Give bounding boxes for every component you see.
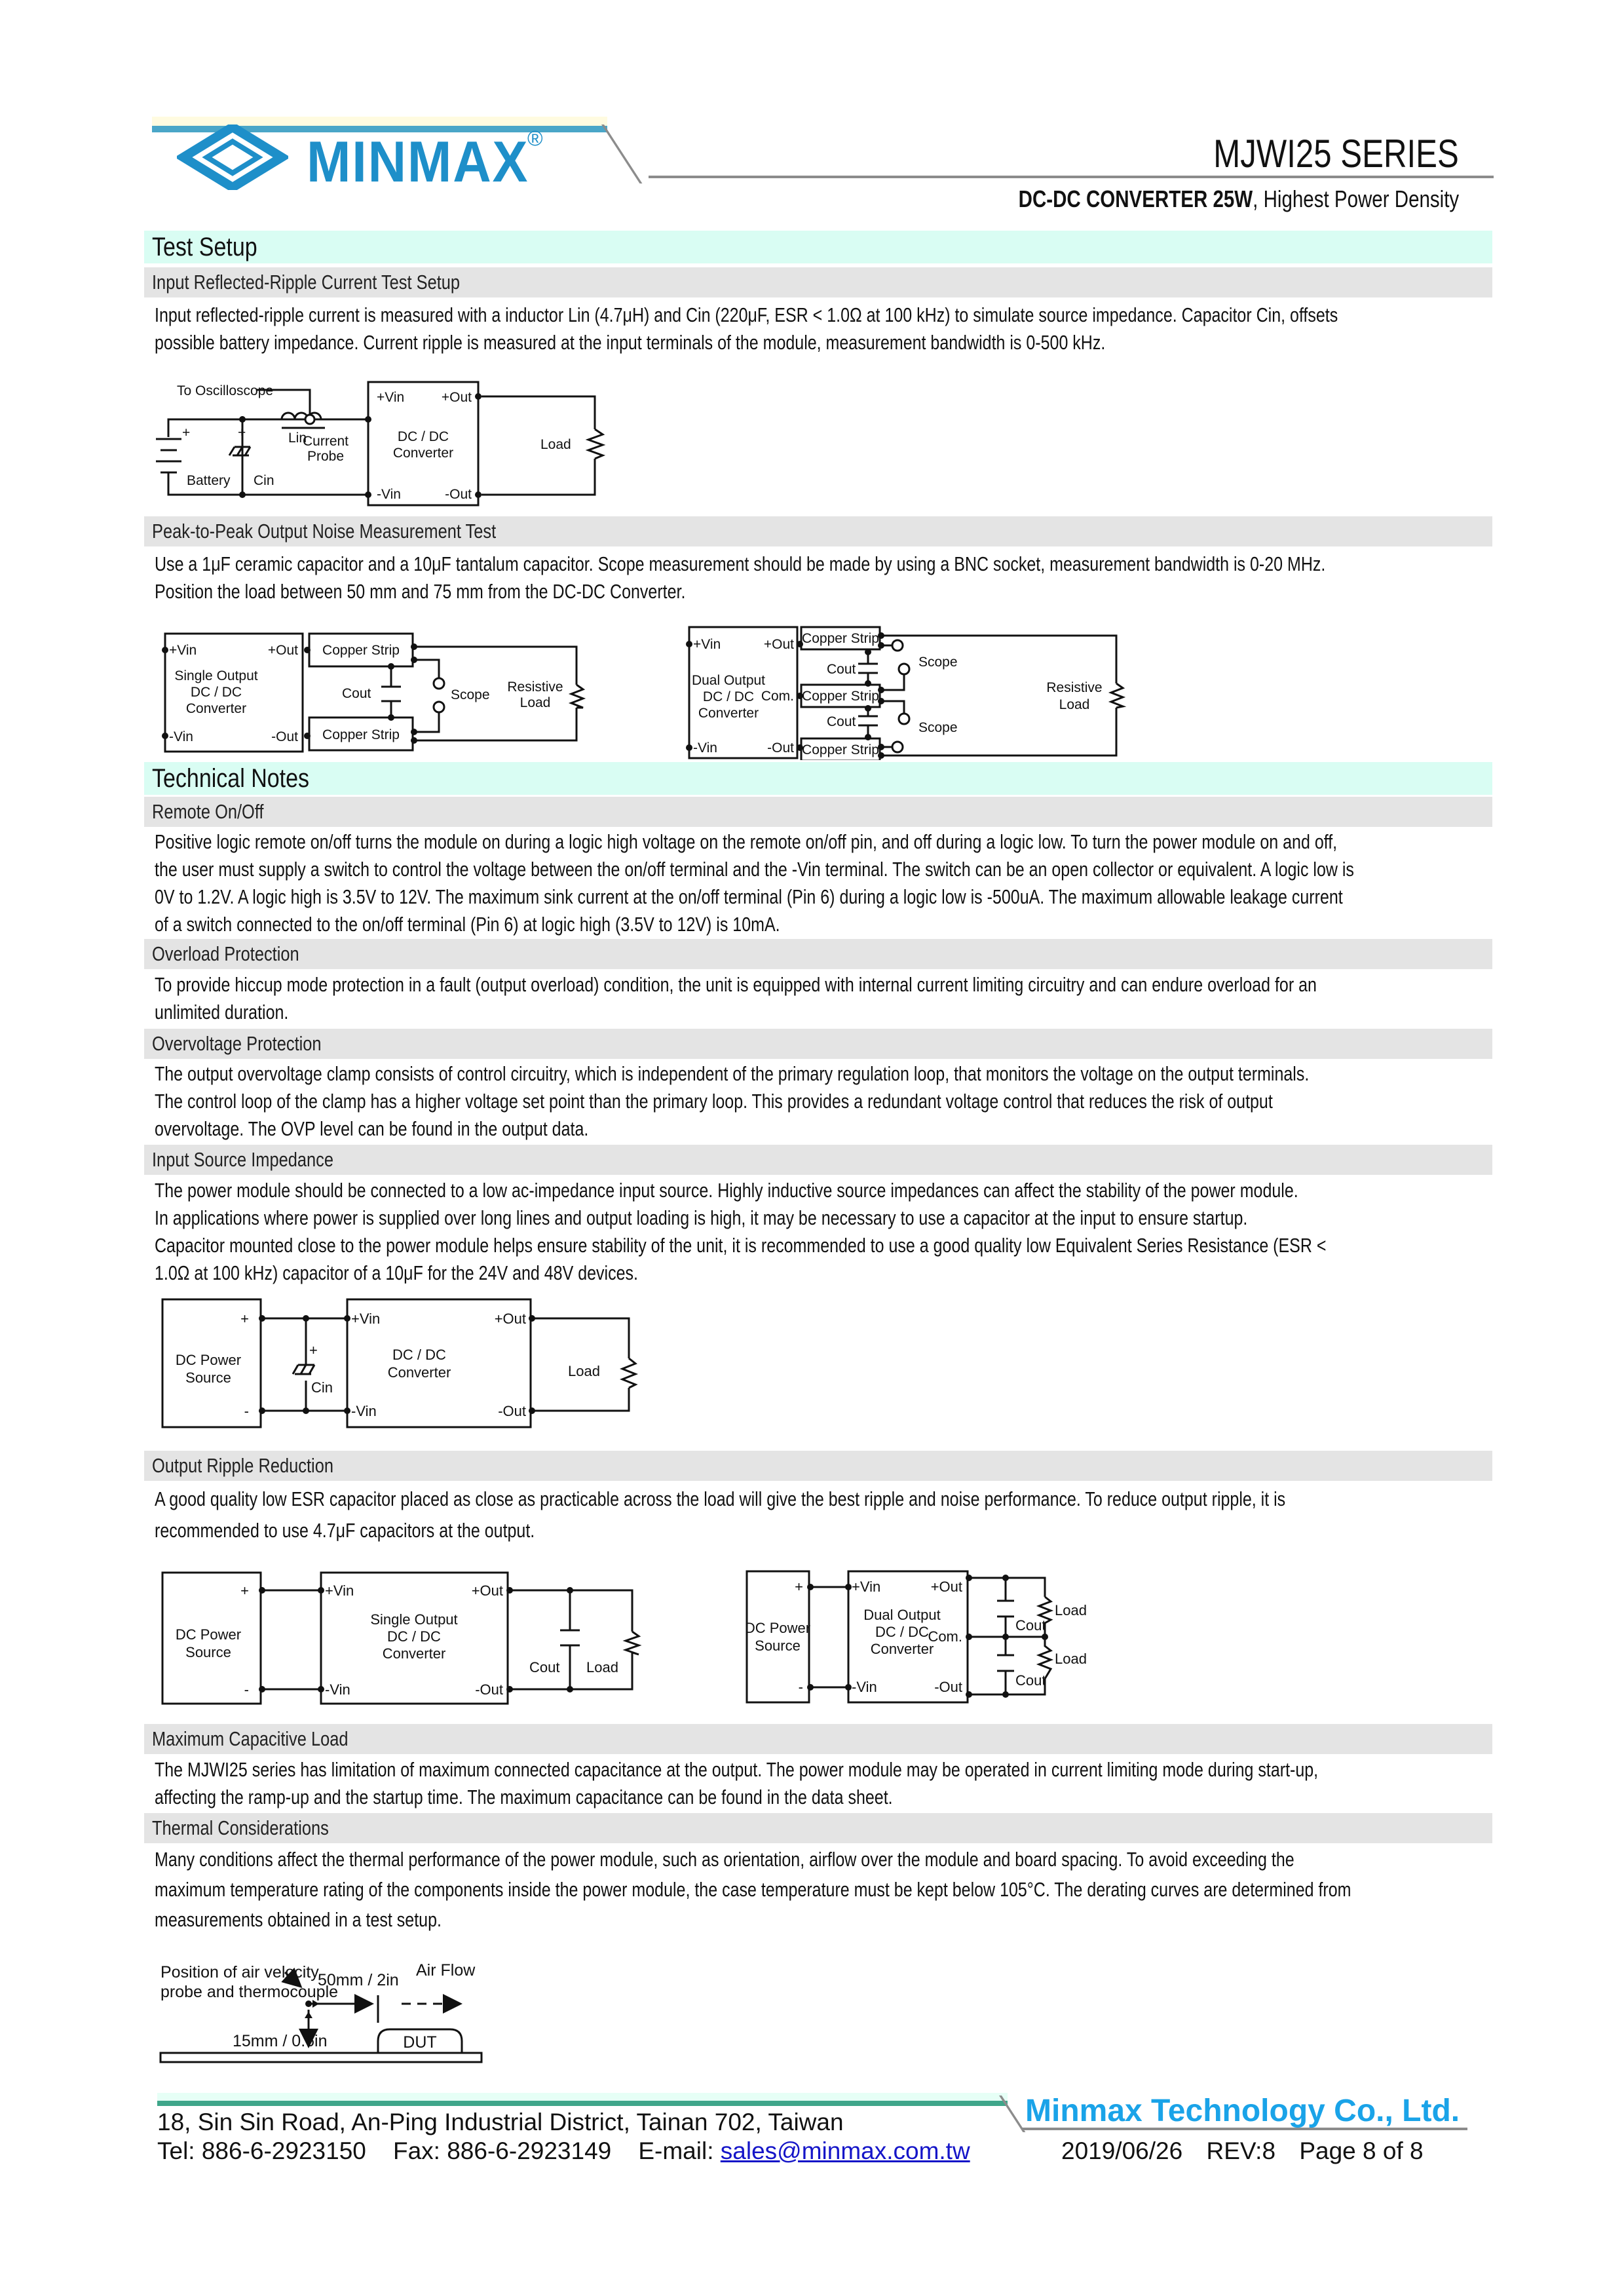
svg-text:Cout: Cout bbox=[342, 686, 371, 701]
subsection-remote-onoff: Remote On/Off bbox=[144, 797, 1492, 827]
svg-text:Load: Load bbox=[1059, 697, 1090, 712]
svg-text:-Vin: -Vin bbox=[351, 1403, 377, 1419]
svg-text:Converter: Converter bbox=[698, 706, 759, 721]
svg-text:Load: Load bbox=[568, 1363, 600, 1379]
svg-text:Converter: Converter bbox=[185, 701, 247, 716]
input-impedance-diagram bbox=[157, 1294, 642, 1428]
svg-text:+: + bbox=[240, 1582, 249, 1599]
svg-text:+: + bbox=[795, 1578, 803, 1595]
subsection-input-ripple: Input Reflected-Ripple Current Test Setup bbox=[144, 267, 1492, 297]
noise-text: Use a 1μF ceramic capacitor and a 10μF tantalum capacitor. Scope measurement should be made by using a BNC socket, measurement bandwidth is 0-20 MHz. Position the load between 50 mm and 75 mm from the DC-DC Converter. bbox=[155, 553, 1326, 603]
email-label: E-mail: bbox=[638, 2137, 714, 2164]
svg-text:Converter: Converter bbox=[387, 1364, 451, 1381]
phone: Tel: 886-6-2923150 bbox=[157, 2137, 366, 2164]
footer-rule-highlight bbox=[157, 2093, 1008, 2101]
svg-text:Probe: Probe bbox=[307, 449, 345, 464]
revision-info bbox=[1061, 2137, 1441, 2165]
svg-text:Load: Load bbox=[586, 1659, 618, 1675]
svg-text:Cout: Cout bbox=[827, 714, 856, 729]
svg-text:Single Output: Single Output bbox=[370, 1611, 458, 1628]
input-ripple-text: Input reflected-ripple current is measured with a inductor Lin (4.7μH) and Cin (220μF, ESR < 1.0Ω at 100 kHz) to simulate source impedance. Capacitor Cin, offsets possible battery impedance. Current ripple is measured at the input terminals of the module, measurement bandwidth is 0-500 kHz. bbox=[155, 304, 1338, 354]
ripple-reduction-text: A good quality low ESR capacitor placed as close as practicable across the load will give the best ripple and noise performance. To reduce output ripple, it is recommended to use 4.7μF capacitors at the output. bbox=[155, 1488, 1286, 1542]
svg-text:Scope: Scope bbox=[451, 687, 490, 702]
svg-text:+Out: +Out bbox=[930, 1578, 962, 1595]
svg-text:Scope: Scope bbox=[918, 655, 958, 670]
svg-text:Copper Strip: Copper Strip bbox=[802, 631, 879, 646]
svg-text:Cout: Cout bbox=[827, 662, 856, 677]
svg-text:+Out: +Out bbox=[267, 643, 298, 658]
svg-text:+: + bbox=[309, 1342, 318, 1358]
svg-text:Cout: Cout bbox=[1015, 1617, 1046, 1634]
subsection-noise: Peak-to-Peak Output Noise Measurement Test bbox=[144, 516, 1492, 546]
svg-text:-: - bbox=[244, 1403, 249, 1419]
section-test-setup: Test Setup bbox=[144, 231, 1492, 263]
footer-rule-left bbox=[157, 2101, 1008, 2106]
svg-text:DC / DC: DC / DC bbox=[702, 689, 755, 704]
subsection-input-impedance: Input Source Impedance bbox=[144, 1145, 1492, 1175]
input-ripple-diagram bbox=[151, 370, 609, 508]
subtitle-rest: , Highest Power Density bbox=[1252, 185, 1459, 212]
svg-text:DC Power: DC Power bbox=[744, 1620, 811, 1636]
remote-onoff-text: Positive logic remote on/off turns the module on during a logic high voltage on the remote on/off pin, and off during a logic low. To turn the power module on and off, the user must supply a switch to control the voltage between the on/off terminal and the -Vin terminal. The switch can be an open collector or equivalent. A logic low is 0V to 1.2V. A logic high is 3.5V to 12V. The maximum sink current at the on/off terminal (Pin 6) during a logic low is -500uA. The maximum allowable leakage current of a switch connected to the on/off terminal (Pin 6) at logic high (3.5V to 12V) is 10mA. bbox=[155, 831, 1354, 936]
section-technical-notes: Technical Notes bbox=[144, 762, 1492, 795]
svg-text:Copper Strip: Copper Strip bbox=[802, 689, 879, 704]
svg-text:Source: Source bbox=[755, 1637, 801, 1654]
svg-text:+Vin: +Vin bbox=[693, 637, 721, 652]
svg-text:-Out: -Out bbox=[934, 1679, 962, 1695]
svg-text:Resistive: Resistive bbox=[1046, 680, 1103, 695]
svg-text:-Out: -Out bbox=[475, 1681, 503, 1698]
svg-text:Com.: Com. bbox=[928, 1628, 962, 1645]
subsection-ripple-reduction: Output Ripple Reduction bbox=[144, 1451, 1492, 1481]
subtitle-bold: DC-DC CONVERTER 25W bbox=[1018, 185, 1253, 212]
footer-rule-slant bbox=[999, 2095, 1025, 2132]
svg-text:-Out: -Out bbox=[445, 487, 472, 502]
svg-text:Copper Strip: Copper Strip bbox=[802, 742, 879, 757]
svg-text:Converter: Converter bbox=[392, 446, 454, 461]
svg-text:+Out: +Out bbox=[763, 637, 794, 652]
svg-text:Converter: Converter bbox=[382, 1645, 446, 1662]
svg-text:Cin: Cin bbox=[311, 1379, 333, 1396]
overload-text: To provide hiccup mode protection in a fault (output overload) condition, the unit is equipped with internal current limiting circuitry and can endure overload for an unlimited duration. bbox=[155, 974, 1317, 1024]
svg-text:DC / DC: DC / DC bbox=[387, 1628, 441, 1645]
svg-text:15mm / 0.6in: 15mm / 0.6in bbox=[233, 2032, 328, 2050]
doc-date: 2019/06/26 bbox=[1061, 2137, 1183, 2164]
header-rule-slant bbox=[601, 124, 642, 183]
svg-text:-Vin: -Vin bbox=[693, 740, 717, 756]
subsection-max-capacitive-load: Maximum Capacitive Load bbox=[144, 1724, 1492, 1754]
svg-text:Cin: Cin bbox=[254, 473, 274, 488]
svg-text:DC / DC: DC / DC bbox=[397, 429, 449, 444]
company-address: 18, Sin Sin Road, An-Ping Industrial District, Tainan 702, Taiwan bbox=[157, 2109, 844, 2135]
svg-text:DC / DC: DC / DC bbox=[190, 685, 242, 700]
svg-text:Cout: Cout bbox=[1015, 1672, 1046, 1689]
svg-text:+Vin: +Vin bbox=[169, 643, 197, 658]
overvoltage-text: The output overvoltage clamp consists of control circuitry, which is independent of the primary regulation loop, that monitors the voltage on the output terminals. The control loop of the clamp has a higher voltage set point than the primary loop. This provides a redundant voltage control that reduces the risk of output overvoltage. The OVP level can be found in the output data. bbox=[155, 1063, 1310, 1140]
svg-text:DC Power: DC Power bbox=[175, 1626, 242, 1643]
svg-text:-Vin: -Vin bbox=[852, 1679, 877, 1695]
ripple-dual-diagram bbox=[742, 1567, 1279, 1705]
svg-text:Copper Strip: Copper Strip bbox=[322, 727, 400, 742]
svg-text:Dual Output: Dual Output bbox=[863, 1607, 941, 1623]
svg-text:+Vin: +Vin bbox=[325, 1582, 354, 1599]
svg-text:Cout: Cout bbox=[529, 1659, 560, 1675]
svg-text:DC / DC: DC / DC bbox=[875, 1624, 929, 1640]
svg-text:+Out: +Out bbox=[471, 1582, 503, 1599]
svg-text:+: + bbox=[238, 425, 246, 440]
svg-text:Load: Load bbox=[1055, 1602, 1087, 1618]
input-impedance-text: The power module should be connected to a low ac-impedance input source. Highly inductive source impedances can affect the stability of the power module. In applications where power is supplied over long lines and output loading is high, it may be necessary to use a capacitor at the input to ensure startup. Capacitor mounted close to the power module helps ensure stability of the unit, it is recommended to use a good quality low Equivalent Series Resistance (ESR < 1.0Ω at 100 kHz) capacitor of a 10μF for the 24V and 48V devices. bbox=[155, 1179, 1327, 1284]
series-subtitle bbox=[1018, 185, 1459, 213]
svg-text:probe and thermocouple: probe and thermocouple bbox=[161, 1983, 339, 2001]
svg-text:-Vin: -Vin bbox=[169, 729, 193, 744]
svg-text:Scope: Scope bbox=[918, 720, 958, 735]
svg-text:Dual Output: Dual Output bbox=[691, 673, 766, 688]
max-capacitive-load-text: The MJWI25 series has limitation of maximum connected capacitance at the output. The power module may be operated in current limiting mode during start-up, affecting the ramp-up and the startup time. The maximum capacitance can be found in the data sheet. bbox=[155, 1759, 1319, 1808]
svg-text:-Out: -Out bbox=[271, 729, 298, 744]
svg-text:Copper Strip: Copper Strip bbox=[322, 643, 400, 658]
company-name: Minmax Technology Co., Ltd. bbox=[1025, 2094, 1460, 2128]
svg-text:-Vin: -Vin bbox=[325, 1681, 350, 1698]
svg-text:-: - bbox=[244, 1681, 249, 1698]
svg-text:+Out: +Out bbox=[441, 390, 472, 405]
email-link[interactable]: sales@minmax.com.tw bbox=[720, 2137, 970, 2164]
svg-text:-: - bbox=[798, 1679, 803, 1695]
svg-text:Converter: Converter bbox=[870, 1641, 934, 1657]
minmax-logo-icon bbox=[177, 124, 288, 190]
svg-text:Air Flow: Air Flow bbox=[416, 1961, 476, 1980]
svg-text:Resistive: Resistive bbox=[507, 679, 563, 695]
fax: Fax: 886-6-2923149 bbox=[392, 2137, 612, 2164]
svg-text:DUT: DUT bbox=[403, 2033, 437, 2052]
thermal-diagram bbox=[154, 1949, 730, 2071]
noise-single-diagram bbox=[157, 626, 603, 757]
series-title: MJWI25 SERIES bbox=[1213, 132, 1459, 176]
svg-text:+Vin: +Vin bbox=[852, 1578, 881, 1595]
svg-text:DC Power: DC Power bbox=[175, 1352, 242, 1368]
svg-text:DC / DC: DC / DC bbox=[392, 1347, 446, 1363]
subsection-overload: Overload Protection bbox=[144, 939, 1492, 969]
svg-text:Current: Current bbox=[302, 434, 349, 449]
ripple-single-diagram bbox=[157, 1567, 655, 1705]
svg-text:+Vin: +Vin bbox=[351, 1311, 381, 1327]
logo-wordmark: MINMAX bbox=[307, 129, 529, 194]
svg-text:Lin: Lin bbox=[288, 430, 307, 446]
svg-text:Load: Load bbox=[1055, 1651, 1087, 1667]
noise-dual-diagram bbox=[681, 619, 1140, 760]
svg-text:Load: Load bbox=[519, 695, 551, 710]
subsection-thermal: Thermal Considerations bbox=[144, 1813, 1492, 1843]
thermal-text: Many conditions affect the thermal performance of the power module, such as orientation, airflow over the module and board spacing. To avoid exceeding the maximum temperature rating of the components inside the power module, the case temperature must be kept below 105°C. The derating curves are determined from measurements obtained in a test setup. bbox=[155, 1848, 1351, 1931]
svg-text:+: + bbox=[240, 1311, 249, 1327]
doc-revision: REV:8 bbox=[1206, 2137, 1276, 2164]
svg-text:Source: Source bbox=[185, 1644, 231, 1660]
svg-text:To Oscilloscope: To Oscilloscope bbox=[177, 383, 274, 398]
contact-line bbox=[157, 2137, 970, 2165]
svg-text:+Out: +Out bbox=[494, 1311, 526, 1327]
svg-text:+: + bbox=[182, 425, 191, 440]
svg-text:50mm / 2in: 50mm / 2in bbox=[318, 1971, 399, 1989]
page-number: Page 8 of 8 bbox=[1299, 2137, 1424, 2164]
svg-text:+Vin: +Vin bbox=[377, 390, 405, 405]
svg-text:Position of air velocity: Position of air velocity bbox=[161, 1963, 319, 1981]
svg-text:-Out: -Out bbox=[498, 1403, 526, 1419]
svg-text:Single Output: Single Output bbox=[174, 668, 258, 683]
svg-text:Load: Load bbox=[540, 437, 571, 452]
svg-text:Com.: Com. bbox=[761, 689, 794, 704]
registered-mark: ® bbox=[527, 126, 543, 150]
svg-text:-Out: -Out bbox=[767, 740, 794, 756]
svg-text:-Vin: -Vin bbox=[377, 487, 401, 502]
subsection-overvoltage: Overvoltage Protection bbox=[144, 1029, 1492, 1059]
svg-text:Battery: Battery bbox=[187, 473, 231, 488]
svg-text:Source: Source bbox=[185, 1369, 231, 1386]
